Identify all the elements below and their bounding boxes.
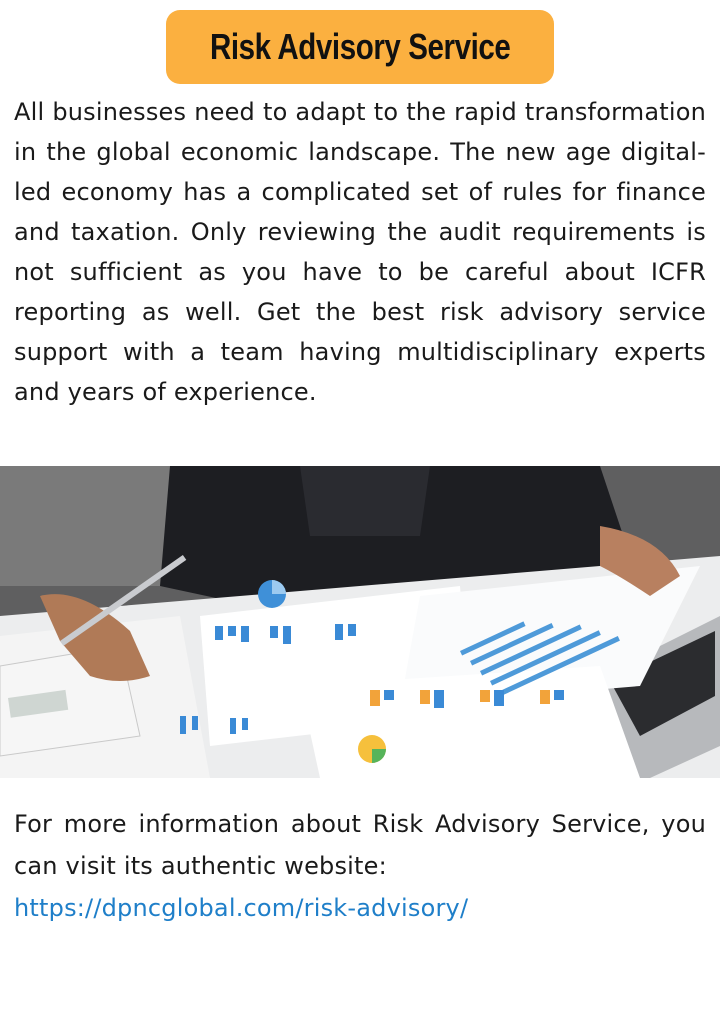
title-banner [166, 10, 554, 84]
page-title: Risk Advisory Service [209, 26, 511, 67]
contact-text: For more information about Risk Advisory Service, you can visit its authentic website: [14, 810, 706, 880]
business-analysis-photo [0, 466, 720, 778]
contact-paragraph [14, 803, 706, 929]
website-link[interactable]: https://dpncglobal.com/risk-advisory/ [14, 894, 469, 922]
intro-paragraph: All businesses need to adapt to the rapid transformation in the global economic landscape. The new age digital-led economy has a complicated set of rules for finance and taxation. Only reviewing the audit requirements is not sufficient as you have to be careful about ICFR reporting as well. Get the best risk advisory service support with a team having multidisciplinary experts and years of experience. [14, 98, 706, 406]
